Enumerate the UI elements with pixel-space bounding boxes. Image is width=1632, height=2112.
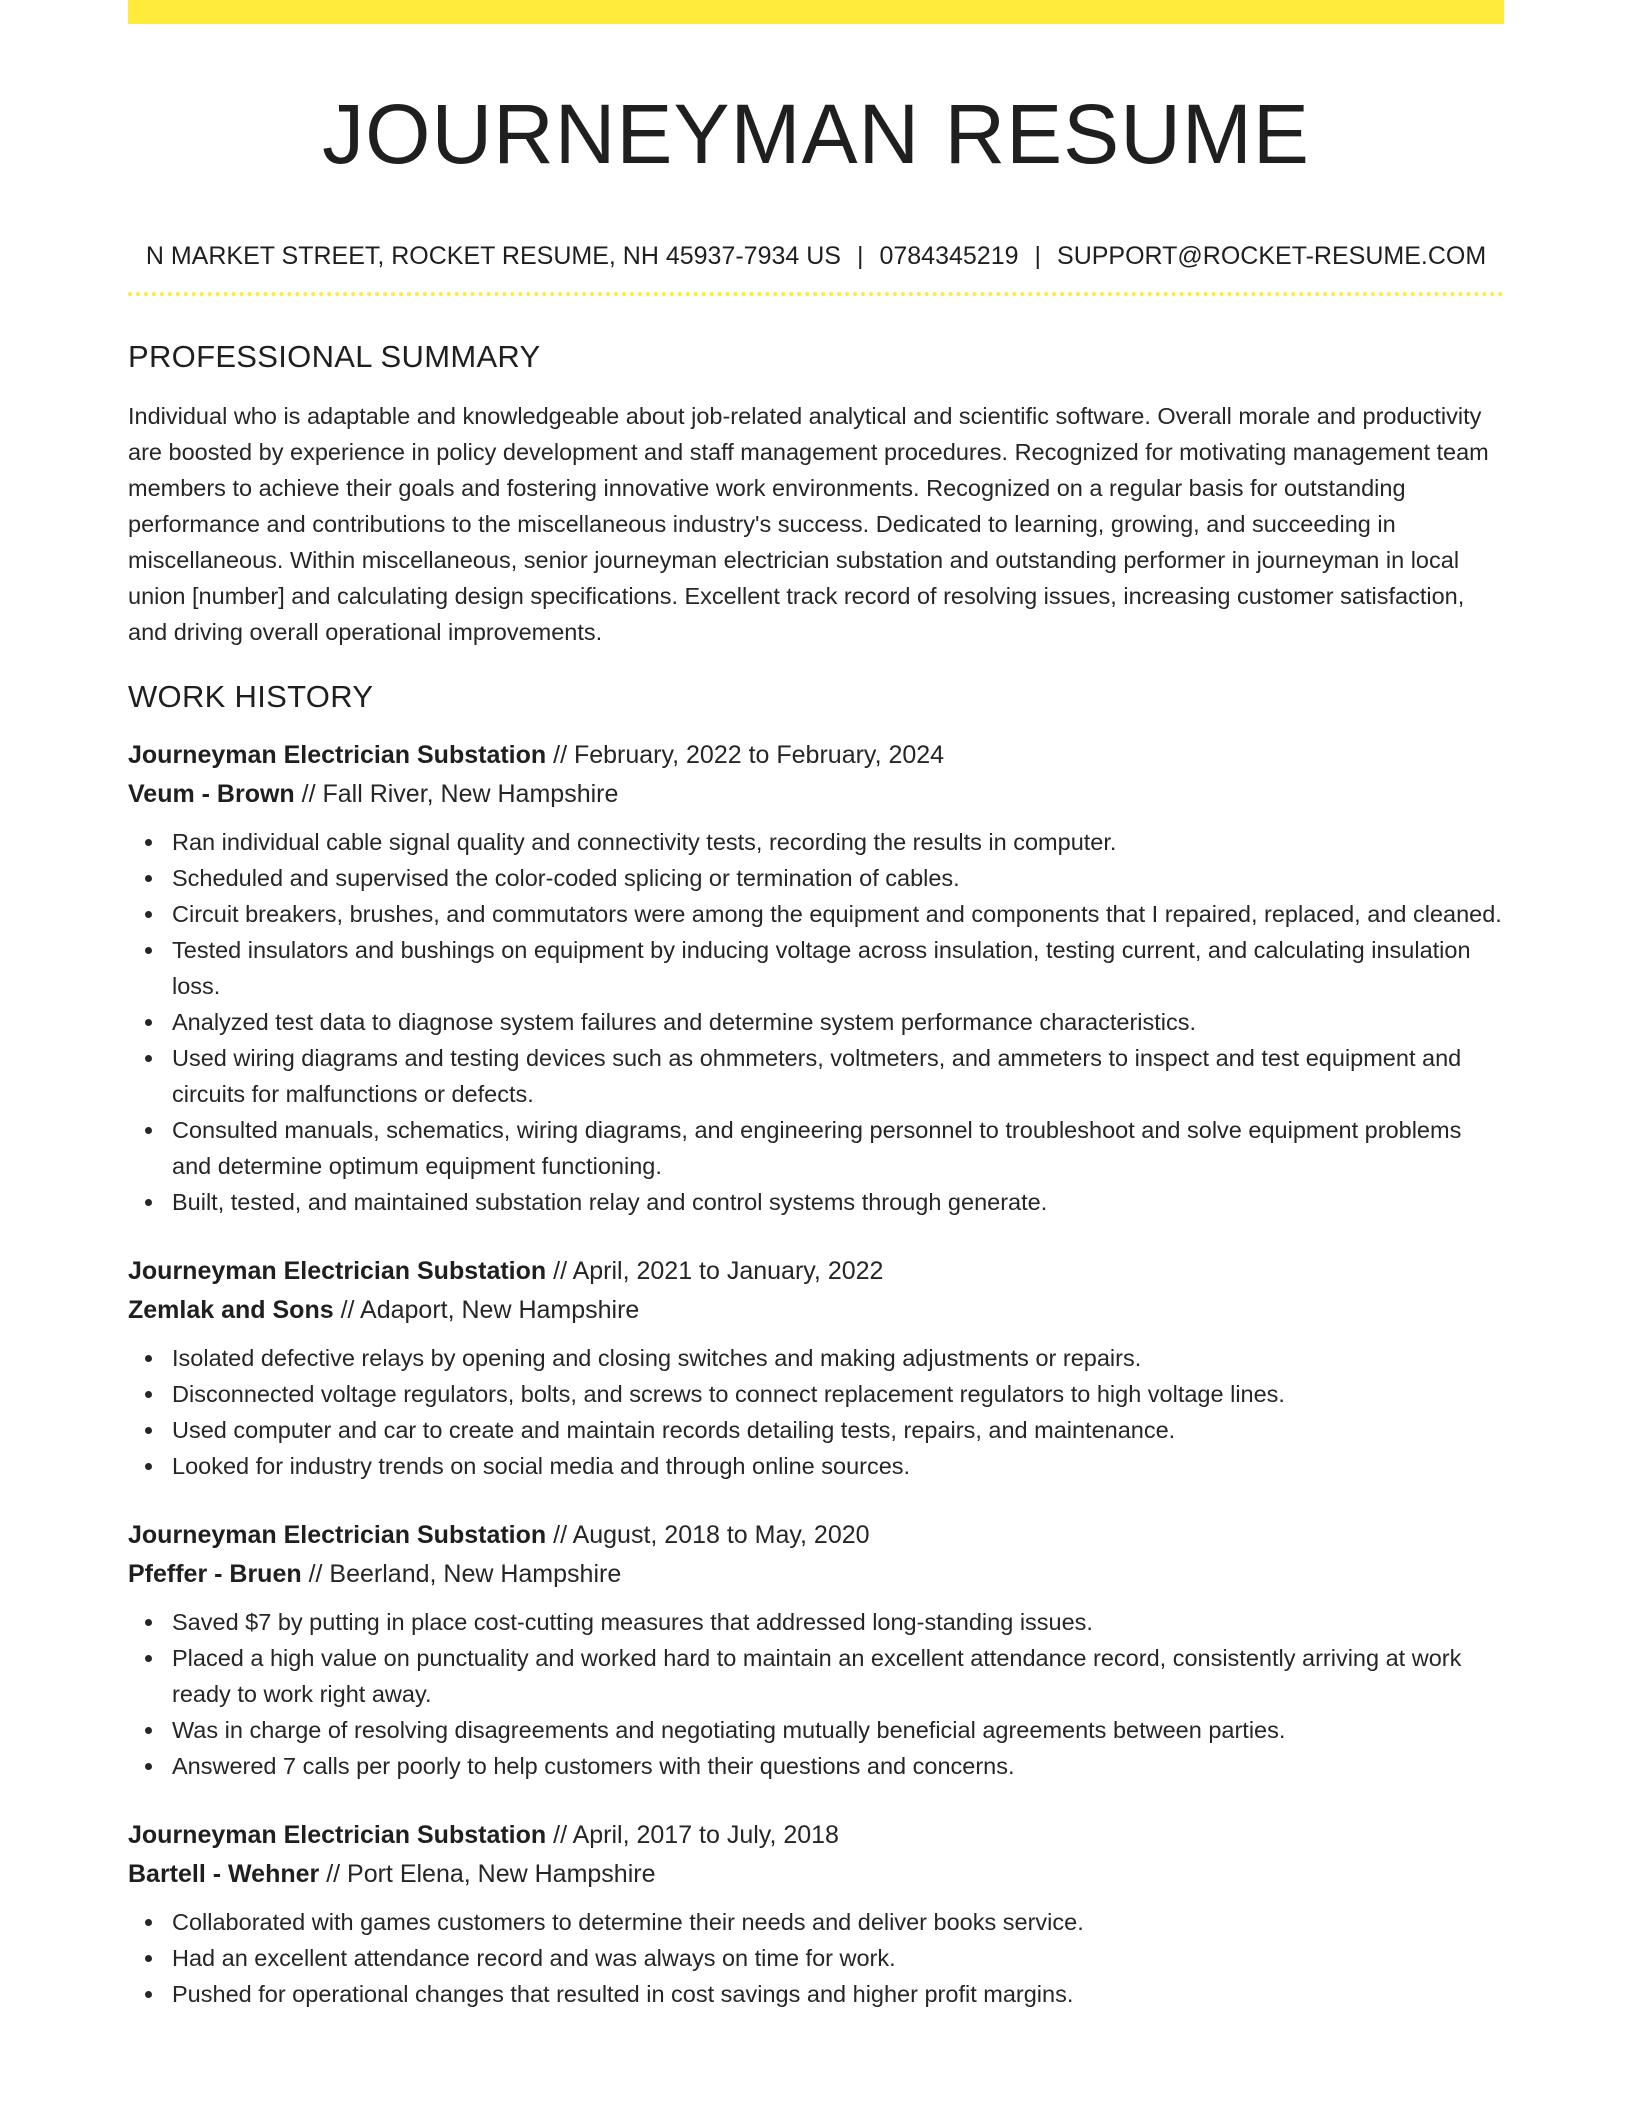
- job-title: Journeyman Electrician Substation: [128, 1821, 547, 1849]
- job-bullets: [128, 1604, 1504, 1784]
- job-bullet: Was in charge of resolving disagreements and negotiating mutually beneficial agreements between parties.: [128, 1712, 1504, 1748]
- job-company: Bartell - Wehner: [128, 1860, 320, 1888]
- resume-title: JOURNEYMAN RESUME: [322, 87, 1310, 181]
- job-bullet: Built, tested, and maintained substation relay and control systems through generate.: [128, 1184, 1504, 1220]
- job-title-line: [128, 1816, 1504, 1855]
- job-location: // Adaport, New Hampshire: [333, 1296, 640, 1324]
- job-entry: [128, 1252, 1504, 1484]
- job-bullet: Circuit breakers, brushes, and commutators were among the equipment and components that I repaired, replaced, and cleaned.: [128, 896, 1504, 932]
- job-title-line: [128, 1252, 1504, 1291]
- summary-text: Individual who is adaptable and knowledgeable about job-related analytical and scientific software. Overall morale and productivity are boosted by experience in policy development and staff management procedures. Recognized for motivating management team members to achieve their goals and fostering innovative work environments. Recognized on a regular basis for outstanding performance and contributions to the miscellaneous industry's success. Dedicated to learning, growing, and succeeding in miscellaneous. Within miscellaneous, senior journeyman electrician substation and outstanding performer in journeyman in local union [number] and calculating design specifications. Excellent track record of resolving issues, increasing customer satisfaction, and driving overall operational improvements.: [128, 403, 1489, 645]
- job-bullet: Used wiring diagrams and testing devices such as ohmmeters, voltmeters, and ammeters to inspect and test equipment and circuits for malfunctions or defects.: [128, 1040, 1504, 1112]
- job-bullet: Saved $7 by putting in place cost-cutting measures that addressed long-standing issues.: [128, 1604, 1504, 1640]
- phone-text: 0784345219: [879, 242, 1019, 270]
- job-bullet: Isolated defective relays by opening and closing switches and making adjustments or repairs.: [128, 1340, 1504, 1376]
- job-bullet: Answered 7 calls per poorly to help customers with their questions and concerns.: [128, 1748, 1504, 1784]
- job-title: Journeyman Electrician Substation: [128, 1521, 547, 1549]
- summary-heading: PROFESSIONAL SUMMARY: [128, 339, 541, 374]
- job-bullet: Disconnected voltage regulators, bolts, and screws to connect replacement regulators to high voltage lines.: [128, 1376, 1504, 1412]
- job-location: // Beerland, New Hampshire: [301, 1560, 622, 1588]
- accent-top-bar: [128, 0, 1504, 24]
- job-company-line: [128, 1555, 1504, 1594]
- job-dates: // April, 2021 to January, 2022: [546, 1257, 884, 1285]
- job-location: // Fall River, New Hampshire: [294, 780, 619, 808]
- job-bullet: Scheduled and supervised the color-coded splicing or termination of cables.: [128, 860, 1504, 896]
- job-company-line: [128, 1291, 1504, 1330]
- resume-content: [128, 24, 1504, 2012]
- job-entry: [128, 1816, 1504, 2012]
- job-bullet: Ran individual cable signal quality and connectivity tests, recording the results in computer.: [128, 824, 1504, 860]
- contact-separator: |: [1034, 242, 1042, 270]
- job-entry: [128, 736, 1504, 1220]
- job-bullet: Looked for industry trends on social media and through online sources.: [128, 1448, 1504, 1484]
- job-bullet: Collaborated with games customers to determine their needs and deliver books service.: [128, 1904, 1504, 1940]
- job-title-line: [128, 1516, 1504, 1555]
- job-location: // Port Elena, New Hampshire: [319, 1860, 656, 1888]
- job-company: Veum - Brown: [128, 780, 295, 808]
- job-bullets: [128, 1340, 1504, 1484]
- job-bullet: Tested insulators and bushings on equipment by inducing voltage across insulation, testing current, and calculating insulation loss.: [128, 932, 1504, 1004]
- job-title: Journeyman Electrician Substation: [128, 741, 547, 769]
- job-bullets: [128, 1904, 1504, 2012]
- contact-separator: |: [856, 242, 864, 270]
- job-company-line: [128, 1855, 1504, 1894]
- job-bullets: [128, 824, 1504, 1220]
- job-bullet: Used computer and car to create and maintain records detailing tests, repairs, and maintenance.: [128, 1412, 1504, 1448]
- job-dates: // April, 2017 to July, 2018: [546, 1821, 839, 1849]
- job-company: Pfeffer - Bruen: [128, 1560, 302, 1588]
- job-company: Zemlak and Sons: [128, 1296, 334, 1324]
- job-bullet: Placed a high value on punctuality and worked hard to maintain an excellent attendance record, consistently arriving at work ready to work right away.: [128, 1640, 1504, 1712]
- job-entry: [128, 1516, 1504, 1784]
- job-bullet: Analyzed test data to diagnose system failures and determine system performance characteristics.: [128, 1004, 1504, 1040]
- job-bullet: Had an excellent attendance record and was always on time for work.: [128, 1940, 1504, 1976]
- job-title-line: [128, 736, 1504, 775]
- contact-line: [128, 240, 1504, 272]
- job-dates: // February, 2022 to February, 2024: [546, 741, 945, 769]
- job-dates: // August, 2018 to May, 2020: [546, 1521, 870, 1549]
- work-history-heading: WORK HISTORY: [128, 679, 374, 714]
- job-bullet: Consulted manuals, schematics, wiring diagrams, and engineering personnel to troubleshoot and solve equipment problems and determine optimum equipment functioning.: [128, 1112, 1504, 1184]
- job-title: Journeyman Electrician Substation: [128, 1257, 547, 1285]
- email-text: SUPPORT@ROCKET-RESUME.COM: [1057, 242, 1487, 270]
- job-bullet: Pushed for operational changes that resulted in cost savings and higher profit margins.: [128, 1976, 1504, 2012]
- address-text: N MARKET STREET, ROCKET RESUME, NH 45937-7934 US: [145, 242, 841, 270]
- dotted-divider: [128, 292, 1504, 296]
- job-company-line: [128, 775, 1504, 814]
